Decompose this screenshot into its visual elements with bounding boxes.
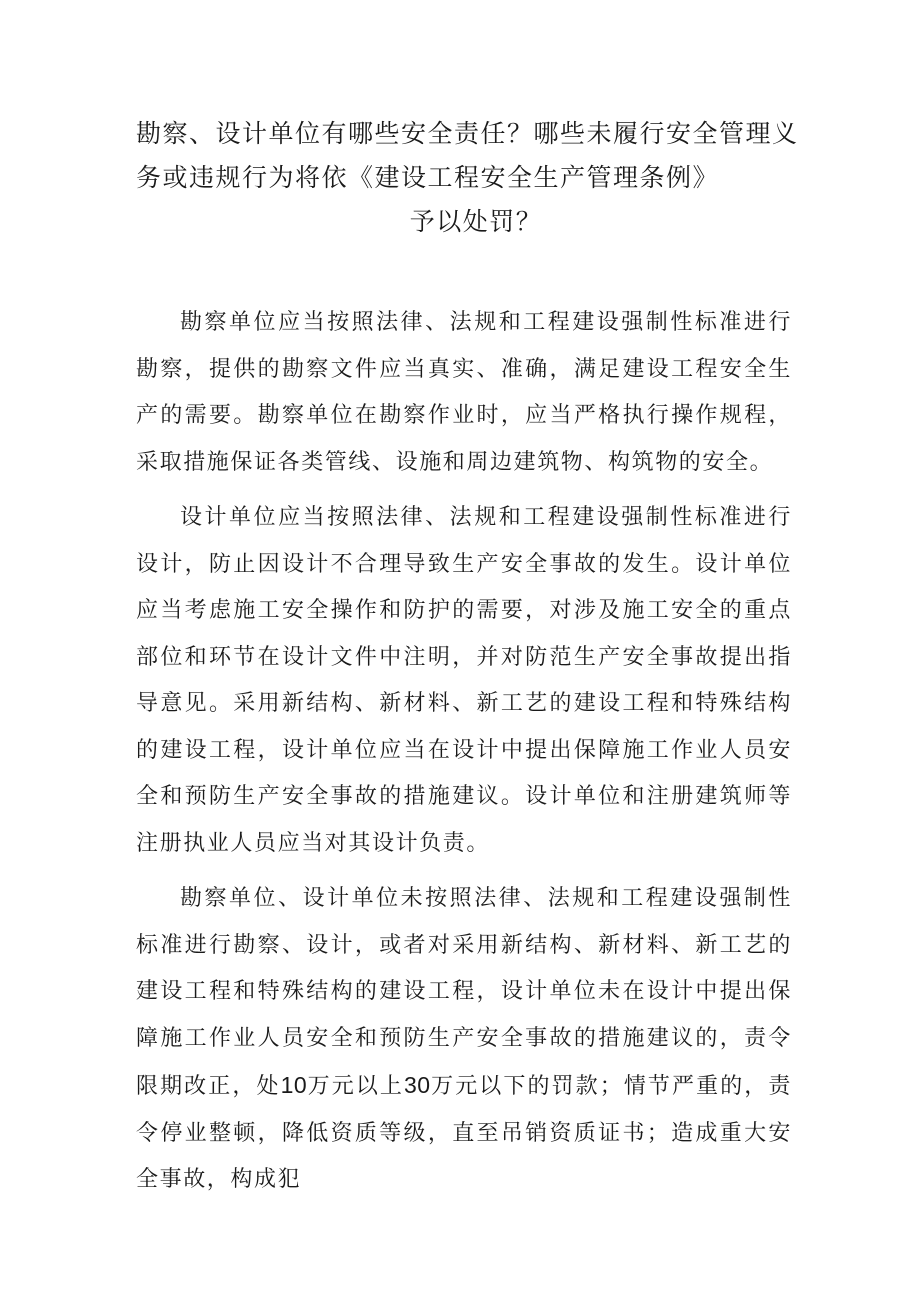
paragraph-penalties: [136, 876, 792, 1204]
title-line-3: 予以处罚？: [409, 207, 543, 236]
penalties-text-part-2: 万元以上: [307, 1074, 405, 1099]
penalties-text-part-1: 勘察单位、设计单位未按照法律、法规和工程建设强制性标准进行勘察、设计，或者对采用新结构、新材料、新工艺的建设工程和特殊结构的建设工程，设计单位未在设计中提出保障施工作业人员安全和预防生产安全事故的措施建议的，责令限期改正，处: [136, 886, 792, 1099]
title-line-1: 勘察、设计单位有哪些安全责任？哪些未履行安全管理义: [136, 119, 799, 148]
document-title: [136, 112, 799, 244]
fine-maximum-amount: 30: [404, 1072, 431, 1098]
document-body: [136, 300, 792, 1213]
fine-minimum-amount: 10: [280, 1072, 308, 1098]
paragraph-survey-unit-duties: 勘察单位应当按照法律、法规和工程建设强制性标准进行勘察，提供的勘察文件应当真实、准确，满足建设工程安全生产的需要。勘察单位在勘察作业时，应当严格执行操作规程，采取措施保证各类管线、设施和周边建筑物、构筑物的安全。: [136, 310, 792, 475]
penalties-text-part-3: 万元以下的罚款；情节严重的，责令停业整顿，降低资质等级，直至吊销资质证书；造成重大安全事故，构成犯: [136, 1074, 792, 1192]
title-line-2: 务或违规行为将依《建设工程安全生产管理条例》: [136, 163, 720, 192]
paragraph-design-unit-duties: 设计单位应当按照法律、法规和工程建设强制性标准进行设计，防止因设计不合理导致生产安全事故的发生。设计单位应当考虑施工安全操作和防护的需要，对涉及施工安全的重点部位和环节在设计文件中注明，并对防范生产安全事故提出指导意见。采用新结构、新材料、新工艺的建设工程和特殊结构的建设工程，设计单位应当在设计中提出保障施工作业人员安全和预防生产安全事故的措施建议。设计单位和注册建筑师等注册执业人员应当对其设计负责。: [136, 505, 792, 856]
